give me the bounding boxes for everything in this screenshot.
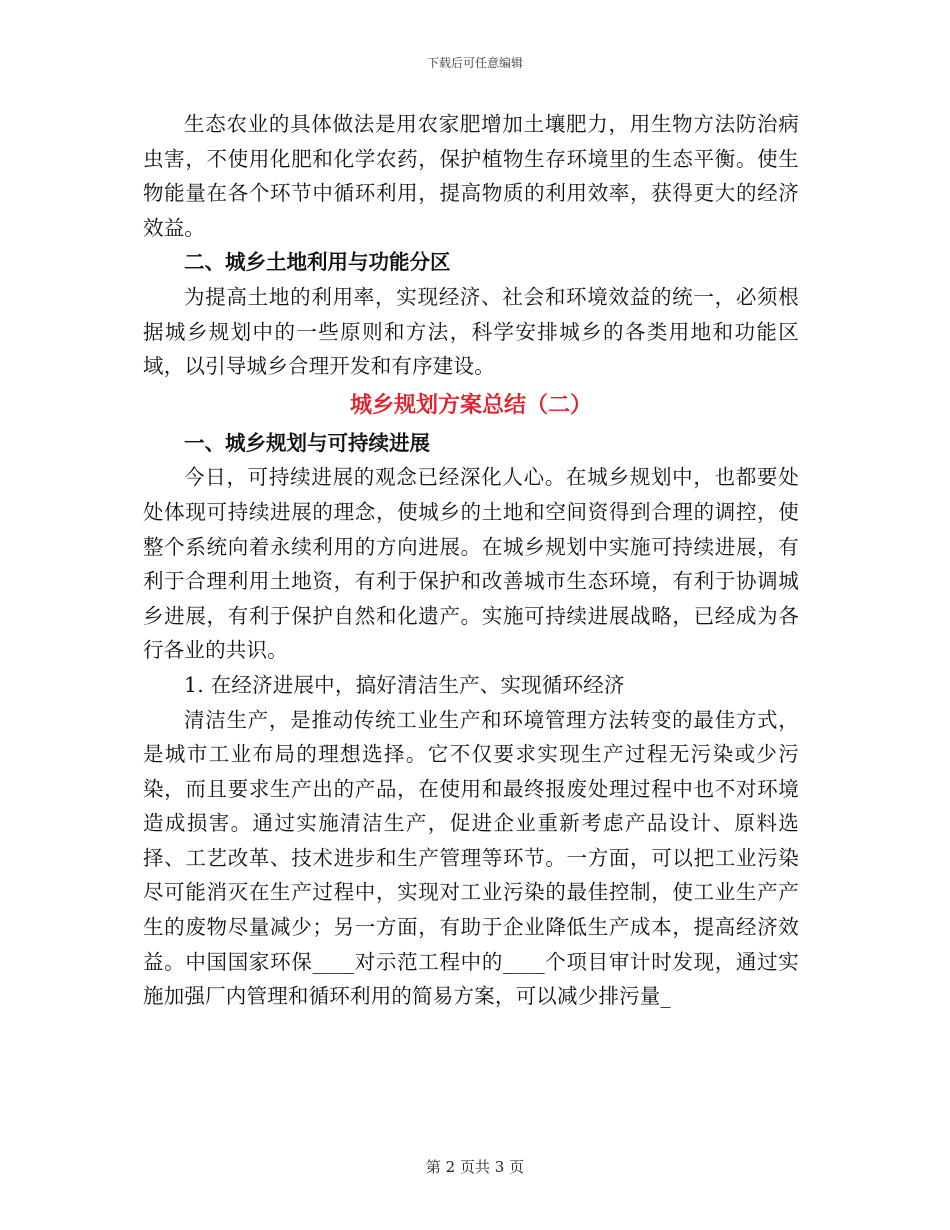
- section-heading-sustainable: 一、城乡规划与可持续进展: [184, 430, 430, 455]
- section-heading-land-use: 二、城乡土地利用与功能分区: [184, 250, 451, 275]
- paragraph-eco-agriculture: 生态农业的具体做法是用农家肥增加土壤肥力，用生物方法防治病虫害，不使用化肥和化学农药，保护植物生存环境里的生态平衡。使生物能量在各个环节中循环利用，提高物质的利用效率，获得更大的经济效益。: [143, 112, 799, 240]
- paragraph-clean-production: 清洁生产，是推动传统工业生产和环境管理方法转变的最佳方式，是城市工业布局的理想选择。它不仅要求实现生产过程无污染或少污染，而且要求生产出的产品，在使用和最终报废处理过程中也不对环境造成损害。通过实施清洁生产，促进企业重新考虑产品设计、原料选择、工艺改革、技术进步和生产管理等环节。一方面，可以把工业污染尽可能消灭在生产过程中，实现对工业污染的最佳控制，使工业生产产生的废物尽量减少；另一方面，有助于企业降低生产成本，提高经济效益。中国国家环保____对示范工程中的____个项目审计时发现，通过实施加强厂内管理和循环利用的简易方案，可以减少排污量_: [143, 707, 799, 1009]
- document-title: 城乡规划方案总结（二）: [349, 391, 592, 418]
- paragraph-sustainable: 今日，可持续进展的观念已经深化人心。在城乡规划中，也都要处处体现可持续进展的理念，使城乡的土地和空间资得到合理的调控，使整个系统向着永续利用的方向进展。在城乡规划中实施可持续进展，有利于合理利用土地资，有利于保护和改善城市生态环境，有利于协调城乡进展，有利于保护自然和化遗产。实施可持续进展战略，已经成为各行各业的共识。: [143, 465, 799, 663]
- page-footer: 第 2 页共 3 页: [425, 1158, 525, 1176]
- page-header: 下载后可任意编辑: [426, 56, 523, 70]
- paragraph-land-use: 为提高土地的利用率，实现经济、社会和环境效益的统一，必须根据城乡规划中的一些原则和方法，科学安排城乡的各类用地和功能区域，以引导城乡合理开发和有序建设。: [143, 284, 799, 379]
- subheading-clean-production: 1. 在经济进展中，搞好清洁生产、实现循环经济: [184, 672, 625, 697]
- document-body: [143, 107, 799, 1014]
